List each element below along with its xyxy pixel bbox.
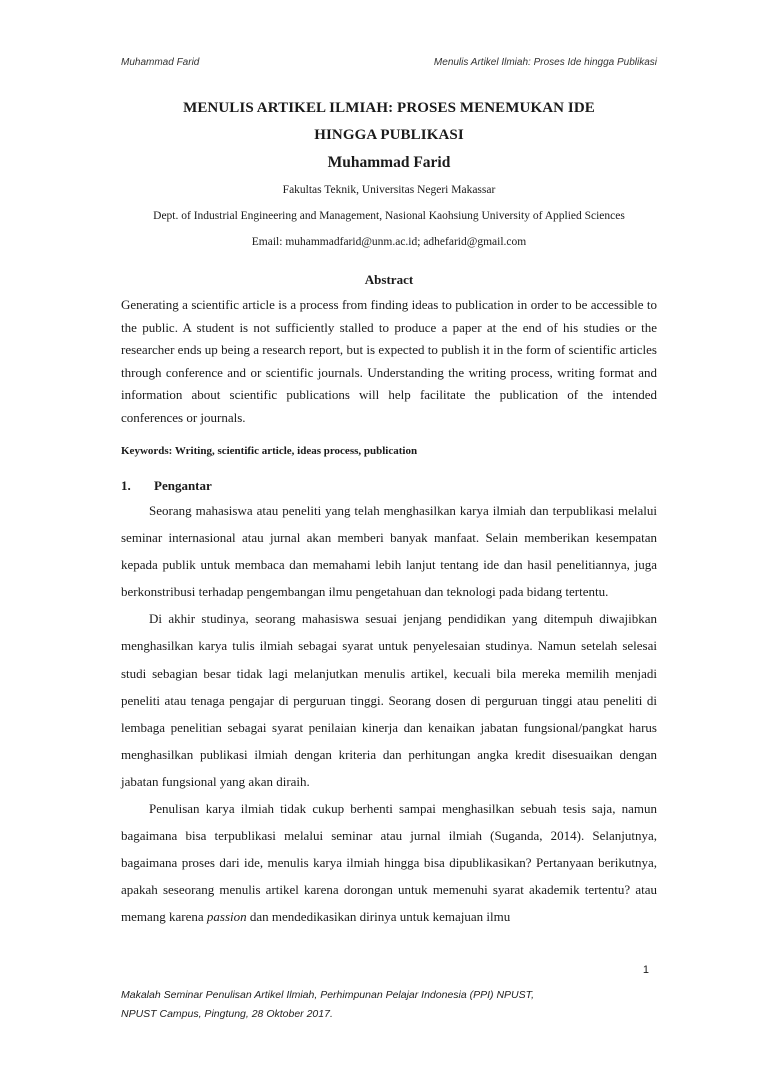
paragraph-3: [121, 795, 657, 930]
header-short-title: Menulis Artikel Ilmiah: Proses Ide hingga Publikasi: [433, 57, 657, 68]
footer: [121, 986, 657, 1024]
title-block: [121, 95, 657, 255]
affiliation-2: Dept. of Industrial Engineering and Management, Nasional Kaohsiung University of Applied Sciences: [153, 210, 625, 222]
paragraph-3-text-end: dan mendedikasikan dirinya untuk kemajuan ilmu: [246, 909, 511, 925]
section-title: Pengantar: [154, 478, 212, 493]
page-number: 1: [642, 964, 649, 976]
author-name: Muhammad Farid: [327, 154, 451, 171]
section-body: [121, 497, 657, 931]
section-number: 1.: [121, 478, 131, 493]
abstract-text: Generating a scientific article is a process from finding ideas to publication in order to be accessible to the public. A student is not sufficiently stalled to produce a paper at the end of his studies or the researcher ends up being a research report, but is expected to publish it in the form of scientific articles through conference and or scientific journals. Understanding the writing process, writing format and information about scientific publications will help facilitate the publication of the intended conferences or journals.: [121, 297, 657, 425]
keywords: Keywords: Writing, scientific article, ideas process, publication: [121, 445, 418, 457]
section-heading: [121, 478, 657, 494]
affiliation-1: Fakultas Teknik, Universitas Negeri Makassar: [282, 184, 496, 196]
paragraph-2: Di akhir studinya, seorang mahasiswa sesuai jenjang pendidikan yang ditempuh diwajibkan menghasilkan karya tulis ilmiah sebagai syarat untuk penyelesaian studinya. Namun setelah selesai studi sebagian besar tidak lagi melanjutkan menulis artikel, kecuali bila mereka memilih menjadi peneliti atau tenaga pengajar di perguruan tinggi. Seorang dosen di perguruan tinggi atau peneliti di lembaga penelitian sebagai syarat penilaian kinerja dan kenaikan jabatan fungsional/pangkat harus menghasilkan publikasi ilmiah dengan kriteria dan perhitungan angka kredit disesuaikan dengan jabatan fungsional yang akan diraih.: [121, 611, 657, 789]
header-author: Muhammad Farid: [121, 57, 200, 68]
paper-title-line-2: HINGGA PUBLIKASI: [314, 127, 464, 143]
footer-line-2: NPUST Campus, Pingtung, 28 Oktober 2017.: [121, 1008, 333, 1020]
paragraph-3-text: Penulisan karya ilmiah tidak cukup berhenti sampai menghasilkan sebuah tesis saja, namun bagaimana bisa terpublikasi melalui seminar atau jurnal ilmiah (Suganda, 2014). Selanjutnya, bagaimana proses dari ide, menulis karya ilmiah hingga bisa dipublikasikan? Pertanyaan berikutnya, apakah seseorang menulis artikel karena dorongan untuk memenuhi syarat akademik tertentu? atau memang karena: [121, 801, 657, 925]
abstract-heading: Abstract: [364, 272, 414, 287]
paper-title-line-1: MENULIS ARTIKEL ILMIAH: PROSES MENEMUKAN IDE: [183, 100, 595, 116]
paragraph-1: Seorang mahasiswa atau peneliti yang telah menghasilkan karya ilmiah dan terpublikasi melalui seminar internasional atau jurnal akan memberi banyak manfaat. Selain memberikan kesempatan kepada publik untuk membaca dan memahami lebih lanjut tentang ide dan hasil penelitiannya, juga berkonstribusi terhadap pengembangan ilmu pengetahuan dan teknologi pada bidang tertentu.: [121, 503, 657, 600]
emphasis-passion: passion: [206, 909, 247, 925]
footer-line-1: Makalah Seminar Penulisan Artikel Ilmiah, Perhimpunan Pelajar Indonesia (PPI) NPUST,: [121, 989, 535, 1001]
author-email: Email: muhammadfarid@unm.ac.id; adhefarid@gmail.com: [251, 236, 527, 248]
